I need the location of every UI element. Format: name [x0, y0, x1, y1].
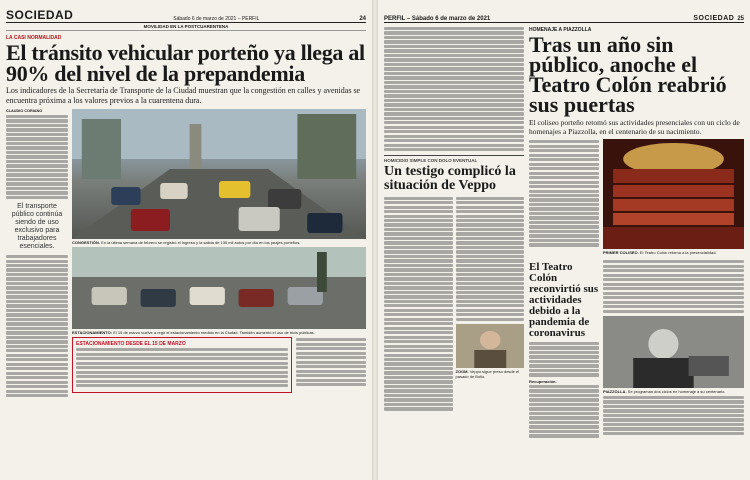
colon-pull-quote: El Teatro Colón reconvirtió sus actividades debido a la pandemia de coronavirus — [529, 261, 599, 339]
veppo-photo — [456, 324, 525, 368]
text-column-2 — [296, 337, 366, 393]
veppo-kicker: HOMICIDIO SIMPLE CON DOLO EVENTUAL — [384, 155, 524, 163]
colon-subhead: Recuperación. — [529, 378, 557, 384]
right-page-number: 25 — [737, 16, 744, 22]
left-header — [6, 0, 366, 23]
pull-quote: El transporte público continúa siendo de uso exclusivo para trabajadores esenciales. — [11, 203, 63, 251]
topic-subheader: MOVILIDAD EN LA POSTCUARENTENA — [6, 23, 366, 31]
colon-story — [529, 23, 744, 439]
right-section-tag: SOCIEDAD — [693, 15, 735, 22]
section-tag: SOCIEDAD — [6, 8, 74, 22]
piazzolla-photo — [603, 316, 744, 388]
colon-lead: El coliseo porteño retomó sus actividades presenciales con un ciclo de homenajes a Piazzolla, en el centenario de su nacimiento. — [529, 118, 740, 136]
page-number: 24 — [359, 16, 366, 22]
veppo-story — [384, 23, 524, 439]
byline: CLAUDIO CORIANO — [6, 109, 43, 113]
parking-box — [72, 337, 292, 393]
zoom-caption: ZOOM. Veppo sigue preso desde el pasado de Bollo. — [455, 368, 520, 379]
piazzolla-caption: PIAZZOLLA. Se programan dos ciclos en homenaje a su centenario. — [603, 388, 726, 394]
colon-photo — [603, 139, 744, 249]
parking-photo — [72, 247, 366, 329]
right-date: PERFIL – Sábado 6 de marzo de 2021 — [384, 16, 491, 22]
box-title: ESTACIONAMIENTO DESDE EL 15 DE MARZO — [76, 341, 186, 347]
text-column-1 — [6, 109, 68, 399]
right-page — [378, 0, 750, 480]
colon-photo-caption: PRIMER COLISEO. El Teatro Colón retorna a la presencialidad. — [603, 250, 717, 255]
right-header — [384, 0, 744, 23]
left-page — [0, 0, 372, 480]
veppo-headline: Un testigo complicó la situación de Veppo — [384, 164, 516, 194]
header-date: Sábado 6 de marzo de 2021 – PERFIL — [173, 16, 260, 22]
traffic-photo — [72, 109, 366, 239]
article-headline: El tránsito vehicular porteño ya llega al 90% del nivel de la prepandemia — [6, 40, 365, 86]
photo1-caption: CONGESTIÓN. En la última semana de febrero se registró el ingreso y la salida de 135 mil autos por día en los peajes porteños. — [72, 240, 301, 245]
photo2-caption: ESTACIONAMIENTO: El 15 de marzo vuelve a regir el estacionamiento medido en la Ciudad. También aumentó el uso de bicis públicas. — [72, 330, 315, 335]
colon-kicker: HOMENAJE A PIAZZOLLA — [529, 27, 592, 33]
article-kicker: LA CASI NORMALIDAD — [6, 35, 62, 41]
article-lead: Los indicadores de la Secretaría de Transporte de la Ciudad muestran que la congestión en calles y avenidas se encuentra próxima a los valores previos a la cuarentena dura. — [6, 86, 361, 105]
colon-headline: Tras un año sin público, anoche el Teatro Colón reabrió sus puertas — [529, 32, 727, 117]
